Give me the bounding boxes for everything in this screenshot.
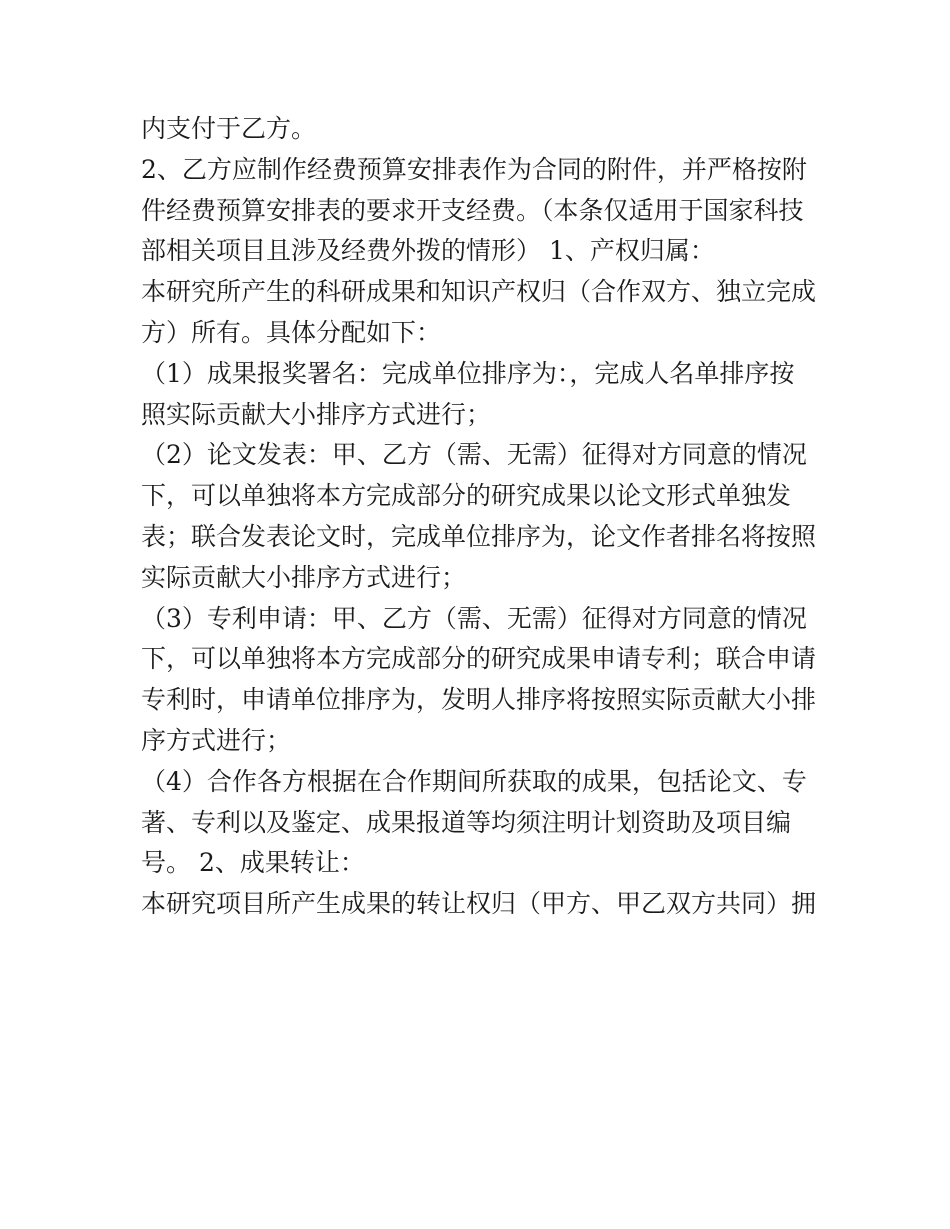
text-line: 下，可以单独将本方完成部分的研究成果以论文形式单独发	[141, 481, 792, 511]
text-line: 部相关项目且涉及经费外拨的情形） 1、产权归属：	[141, 236, 715, 266]
text-line: 序方式进行；	[141, 725, 292, 755]
text-line: 表；联合发表论文时，完成单位排序为，论文作者排名将按照	[141, 521, 817, 551]
text-line: 号。 2、成果转让：	[141, 848, 365, 878]
text-line: （1）成果报奖署名：完成单位排序为：，完成人名单排序按	[141, 358, 795, 388]
text-line: 实际贡献大小排序方式进行；	[141, 562, 467, 592]
text-line: （3）专利申请：甲、乙方（需、无需）征得对方同意的情况	[141, 603, 807, 633]
text-line: 专利时，申请单位排序为，发明人排序将按照实际贡献大小排	[141, 685, 817, 715]
text-line: 2、乙方应制作经费预算安排表作为合同的附件，并严格按附	[141, 154, 807, 184]
text-line: 内支付于乙方。	[141, 114, 317, 143]
text-line: 本研究所产生的科研成果和知识产权归（合作双方、独立完成	[141, 277, 817, 307]
text-line: 照实际贡献大小排序方式进行；	[141, 399, 492, 429]
text-line: 方）所有。具体分配如下：	[141, 317, 442, 347]
text-line: （2）论文发表：甲、乙方（需、无需）征得对方同意的情况	[141, 440, 807, 470]
text-line: 著、专利以及鉴定、成果报道等均须注明计划资助及项目编	[141, 807, 792, 837]
text-line: 下，可以单独将本方完成部分的研究成果申请专利；联合申请	[141, 644, 817, 674]
text-line: 本研究项目所产生成果的转让权归（甲方、甲乙双方共同）拥	[141, 889, 817, 919]
document-body	[141, 109, 821, 925]
text-line: （4）合作各方根据在合作期间所获取的成果，包括论文、专	[141, 766, 807, 796]
text-line: 件经费预算安排表的要求开支经费。（本条仅适用于国家科技	[141, 195, 804, 225]
